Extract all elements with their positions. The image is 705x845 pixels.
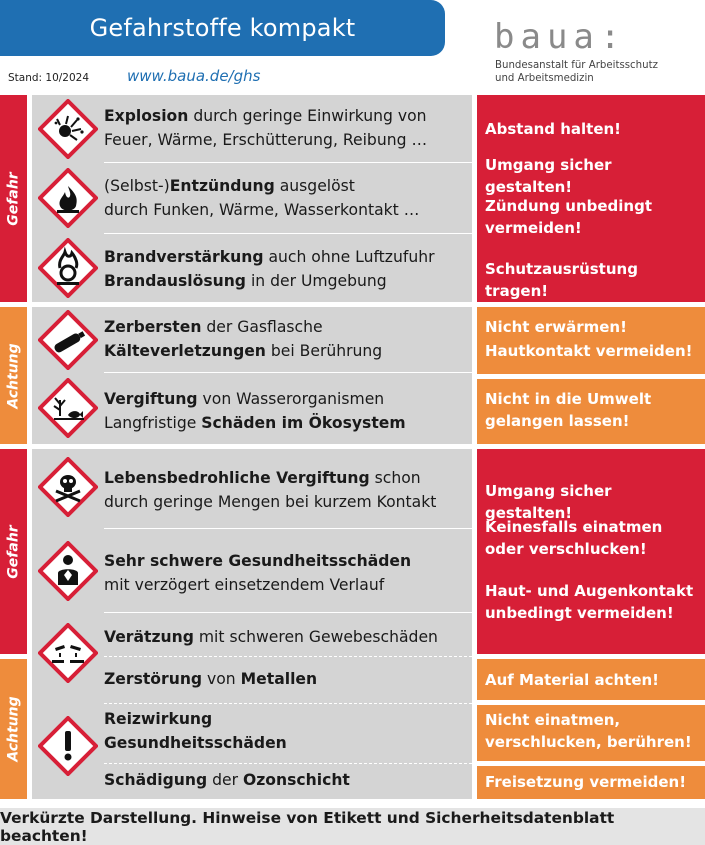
website-link[interactable]: www.baua.de/ghs <box>127 67 261 85</box>
flame-over-circle-icon <box>38 238 98 298</box>
advice-box-2 <box>477 307 705 374</box>
row-divider <box>104 763 472 764</box>
page-title: Gefahrstoffe kompakt <box>0 0 445 56</box>
row-divider <box>104 162 472 163</box>
health-hazard-icon <box>38 541 98 601</box>
advice-box-5 <box>477 659 705 700</box>
org-line-1: Bundesanstalt für Arbeitsschutz <box>495 60 658 71</box>
band-label: Gefahr <box>5 171 22 226</box>
advice-item: Umgang sicher gestalten! <box>485 482 612 522</box>
hazard-text-explosion: Explosion durch geringe Einwirkung von Feuer, Wärme, Erschütterung, Reibung … <box>104 107 428 149</box>
hazard-text-oxidizing: Brandverstärkung auch ohne Luftzufuhr Brandauslösung in der Umgebung <box>104 248 435 290</box>
row-divider <box>104 656 472 657</box>
hazard-text-ozone: Schädigung der Ozonschicht <box>104 771 350 789</box>
advice-box-3 <box>477 379 705 444</box>
advice-item: Nicht einatmen, verschlucken, berühren! <box>485 711 692 751</box>
advice-item: Nicht in die Umwelt gelangen lassen! <box>485 390 652 430</box>
hazard-text-irritant: Reizwirkung Gesundheitsschäden <box>104 710 287 752</box>
advice-box-4 <box>477 449 705 654</box>
band-label: Achtung <box>5 342 22 409</box>
flame-icon <box>38 168 98 228</box>
band-label: Achtung <box>5 696 22 762</box>
advice-box-7 <box>477 766 705 799</box>
edition-date: Stand: 10/2024 <box>8 72 90 84</box>
hazard-text-health-hazard: Sehr schwere Gesundheitsschäden mit verzögert einsetzendem Verlauf <box>104 552 412 594</box>
advice-item: Freisetzung vermeiden! <box>485 773 687 791</box>
hazard-text-corrosion: Verätzung mit schweren Gewebeschäden <box>104 628 438 646</box>
band-label: Gefahr <box>5 524 22 579</box>
hazard-text-environment: Vergiftung von Wasserorganismen Langfristige Schäden im Ökosystem <box>104 390 406 432</box>
advice-item: Haut- und Augenkontakt unbedingt vermeiden! <box>485 582 694 622</box>
hazard-text-acute-toxicity: Lebensbedrohliche Vergiftung schon durch geringe Mengen bei kurzem Kontakt <box>104 469 437 511</box>
advice-item: Nicht erwärmen! <box>485 318 627 336</box>
skull-icon <box>38 457 98 517</box>
footer-note: Verkürzte Darstellung. Hinweise von Etikett und Sicherheitsdatenblatt beachten! <box>0 808 705 845</box>
row-divider <box>104 612 472 613</box>
band-achtung-2 <box>0 659 27 799</box>
row-divider <box>104 703 472 704</box>
corrosion-icon <box>38 623 98 683</box>
advice-item: Zündung unbedingt vermeiden! <box>485 197 653 237</box>
organization-name <box>495 59 700 85</box>
band-gefahr-2 <box>0 449 27 654</box>
hazard-text-metal-corrosion: Zerstörung von Metallen <box>104 670 318 688</box>
advice-item: Umgang sicher gestalten! <box>485 156 612 196</box>
environment-icon <box>38 378 98 438</box>
advice-item: Hautkontakt vermeiden! <box>485 342 693 360</box>
band-achtung-1 <box>0 307 27 444</box>
hazard-text-gas-pressure: Zerbersten der Gasflasche Kälteverletzungen bei Berührung <box>104 318 383 360</box>
advice-item: Auf Material achten! <box>485 671 660 689</box>
gas-cylinder-icon <box>38 310 98 370</box>
advice-box-1 <box>477 95 705 302</box>
advice-item: Keinesfalls einatmen oder verschlucken! <box>485 518 663 558</box>
baua-logo: baua: <box>494 17 627 57</box>
band-gefahr-1 <box>0 95 27 302</box>
exclamation-icon <box>38 716 98 776</box>
row-divider <box>104 372 472 373</box>
advice-item: Abstand halten! <box>485 120 622 138</box>
hazard-text-ignition: (Selbst-)Entzündung ausgelöst durch Funken, Wärme, Wasserkontakt … <box>104 177 420 219</box>
explosive-icon <box>38 99 98 159</box>
advice-item: Schutzausrüstung tragen! <box>485 260 638 300</box>
advice-box-6 <box>477 705 705 761</box>
row-divider <box>104 528 472 529</box>
row-divider <box>104 233 472 234</box>
org-line-2: und Arbeitsmedizin <box>495 73 594 84</box>
